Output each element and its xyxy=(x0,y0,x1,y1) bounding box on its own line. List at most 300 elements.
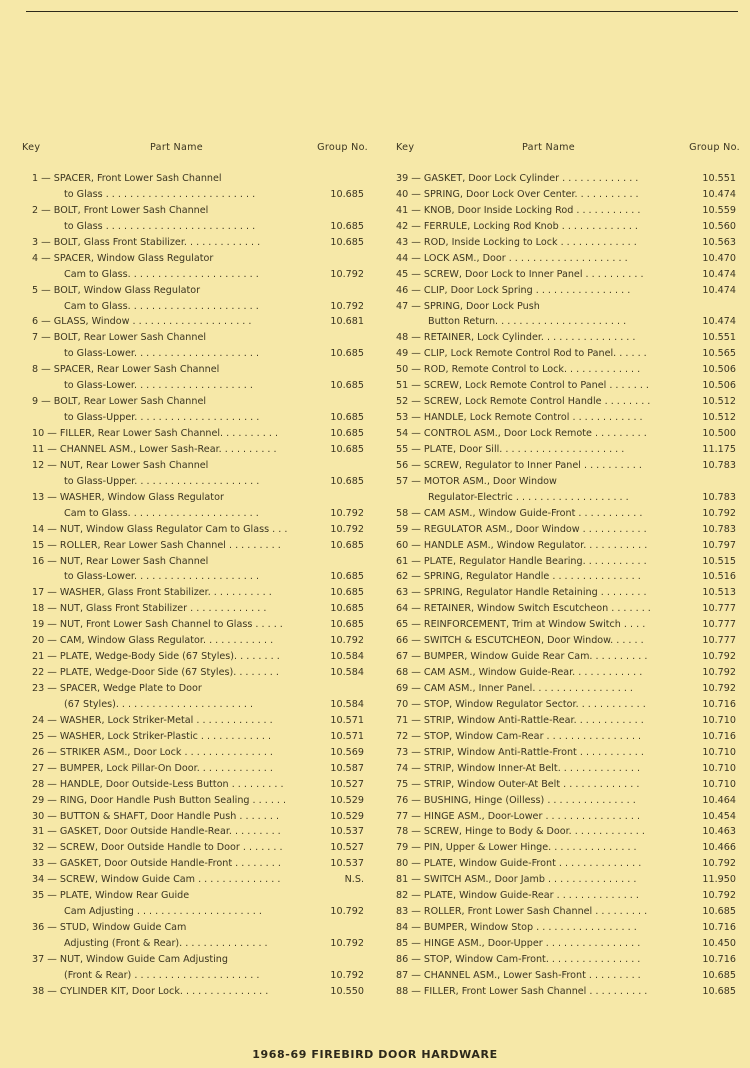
right-column-header xyxy=(396,140,740,156)
part-name: 45 — SCREW, Door Lock to Inner Panel . . . . . . . . . . xyxy=(396,268,644,280)
part-name: 24 — WASHER, Lock Striker-Metal . . . . . . . . . . . . . xyxy=(32,714,273,726)
parts-row xyxy=(22,761,372,777)
parts-row xyxy=(396,251,740,267)
parts-row xyxy=(22,952,372,968)
parts-row xyxy=(22,697,372,713)
parts-row xyxy=(396,745,740,761)
parts-row xyxy=(396,346,740,362)
part-name: 42 — FERRULE, Locking Rod Knob . . . . . . . . . . . . . xyxy=(396,220,638,232)
group-number: 10.685 xyxy=(330,428,364,439)
group-number: 10.792 xyxy=(330,268,364,280)
part-name: 88 — FILLER, Front Lower Sash Channel . . . . . . . . . . xyxy=(396,985,648,997)
parts-row xyxy=(396,952,740,968)
parts-row xyxy=(22,840,372,856)
parts-row xyxy=(22,394,372,410)
part-name: 63 — SPRING, Regulator Handle Retaining . . . . . . . . xyxy=(396,587,647,599)
group-number: 10.685 xyxy=(330,603,364,615)
part-name: 38 — CYLINDER KIT, Door Lock. . . . . . . . . . . . . . . xyxy=(32,985,269,997)
parts-row xyxy=(396,426,740,442)
part-name: 62 — SPRING, Regulator Handle . . . . . . . . . . . . . . . xyxy=(396,571,641,583)
part-name: 58 — CAM ASM., Window Guide-Front . . . . . . . . . . . xyxy=(396,507,643,519)
part-name: 69 — CAM ASM., Inner Panel. . . . . . . . . . . . . . . . . xyxy=(396,683,633,694)
part-name: 61 — PLATE, Regulator Handle Bearing. . . . . . . . . . . xyxy=(396,555,647,567)
group-number: 10.777 xyxy=(702,603,736,615)
parts-row xyxy=(22,299,372,315)
part-name: 77 — HINGE ASM., Door-Lower . . . . . . . . . . . . . . . . xyxy=(396,810,640,822)
parts-row xyxy=(396,601,740,617)
parts-row xyxy=(396,968,740,984)
group-number: 10.792 xyxy=(330,523,364,535)
group-number: 10.792 xyxy=(702,651,736,663)
parts-row xyxy=(22,474,372,490)
group-number: 10.474 xyxy=(702,316,736,328)
parts-row xyxy=(22,665,372,681)
group-number: 11.175 xyxy=(702,443,736,455)
group-number: 10.716 xyxy=(702,730,736,742)
part-name: 57 — MOTOR ASM., Door Window xyxy=(396,475,557,487)
group-number: 10.783 xyxy=(702,523,736,535)
part-name: 9 — BOLT, Rear Lower Sash Channel xyxy=(32,396,207,408)
group-number: 10.792 xyxy=(330,507,364,519)
parts-row xyxy=(396,633,740,649)
parts-row xyxy=(396,729,740,745)
parts-row xyxy=(22,729,372,745)
group-number: 10.792 xyxy=(702,858,736,870)
part-name: 36 — STUD, Window Guide Cam xyxy=(32,922,187,934)
top-rule xyxy=(26,11,738,12)
part-name: 23 — SPACER, Wedge Plate to Door xyxy=(32,683,202,694)
group-number: 10.571 xyxy=(330,730,364,742)
group-number: 10.563 xyxy=(702,236,736,248)
part-name: 80 — PLATE, Window Guide-Front . . . . . . . . . . . . . . xyxy=(396,858,642,870)
parts-row xyxy=(396,984,740,1000)
group-number: 10.716 xyxy=(702,953,736,965)
parts-row xyxy=(396,872,740,888)
part-name: 3 — BOLT, Glass Front Stabilizer. . . . . . . . . . . . . xyxy=(32,236,261,248)
parts-row xyxy=(396,490,740,506)
parts-row xyxy=(22,410,372,426)
group-number: 10.551 xyxy=(702,332,736,344)
group-number: 10.474 xyxy=(702,188,736,200)
part-name: 65 — REINFORCEMENT, Trim at Window Switch . . . . xyxy=(396,619,646,631)
group-number: 10.474 xyxy=(702,284,736,296)
part-name: 47 — SPRING, Door Lock Push xyxy=(396,300,540,312)
parts-row xyxy=(396,761,740,777)
parts-row xyxy=(22,633,372,649)
parts-row xyxy=(396,474,740,490)
left-column-header xyxy=(22,140,372,156)
parts-row xyxy=(396,442,740,458)
part-name: 11 — CHANNEL ASM., Lower Sash-Rear. . . . . . . . . . xyxy=(32,443,277,455)
page-footer-title: 1968-69 FIREBIRD DOOR HARDWARE xyxy=(252,1048,498,1061)
part-name: 74 — STRIP, Window Inner-At Belt. . . . . . . . . . . . . . xyxy=(396,762,641,774)
parts-row xyxy=(22,888,372,904)
parts-row xyxy=(396,362,740,378)
group-number: 10.685 xyxy=(330,619,364,631)
parts-row xyxy=(22,824,372,840)
parts-row xyxy=(396,522,740,538)
parts-row xyxy=(396,936,740,952)
parts-row xyxy=(22,187,372,203)
group-number: 10.792 xyxy=(330,300,364,312)
parts-row xyxy=(22,856,372,872)
part-name: 81 — SWITCH ASM., Door Jamb . . . . . . . . . . . . . . . xyxy=(396,874,637,886)
part-name: 25 — WASHER, Lock Striker-Plastic . . . . . . . . . . . . xyxy=(32,730,272,742)
part-name: 48 — RETAINER, Lock Cylinder. . . . . . . . . . . . . . . . xyxy=(396,332,636,344)
parts-row xyxy=(396,410,740,426)
parts-row xyxy=(396,856,740,872)
group-number: 10.527 xyxy=(330,842,364,854)
group-number: 10.783 xyxy=(702,459,736,471)
group-number: 10.529 xyxy=(330,810,364,822)
part-name: 21 — PLATE, Wedge-Body Side (67 Styles). . . . . . . . xyxy=(32,651,280,663)
group-number: 10.500 xyxy=(702,428,736,439)
group-number: 10.559 xyxy=(702,204,736,216)
part-name: 26 — STRIKER ASM., Door Lock . . . . . . . . . . . . . . . xyxy=(32,746,273,758)
parts-row xyxy=(396,378,740,394)
part-name: 50 — ROD, Remote Control to Lock. . . . . . . . . . . . . xyxy=(396,364,641,376)
part-name: to Glass-Upper. . . . . . . . . . . . . . . . . . . . . xyxy=(64,475,260,487)
parts-row xyxy=(22,314,372,330)
part-name: 10 — FILLER, Rear Lower Sash Channel. . . . . . . . . . xyxy=(32,428,278,439)
part-name: 28 — HANDLE, Door Outside-Less Button . . . . . . . . . xyxy=(32,778,284,790)
group-number: 10.792 xyxy=(330,906,364,918)
parts-row xyxy=(396,283,740,299)
part-name: 67 — BUMPER, Window Guide Rear Cam. . . . . . . . . . xyxy=(396,651,648,663)
group-number: 10.584 xyxy=(330,667,364,679)
part-name: 71 — STRIP, Window Anti-Rattle-Rear. . . . . . . . . . . . xyxy=(396,714,644,726)
parts-row xyxy=(396,314,740,330)
group-number: N.S. xyxy=(344,874,364,886)
parts-row xyxy=(22,378,372,394)
group-number: 10.529 xyxy=(330,794,364,806)
parts-row xyxy=(22,522,372,538)
parts-row xyxy=(22,872,372,888)
group-number: 10.515 xyxy=(702,555,736,567)
group-no-header: Group No. xyxy=(689,142,740,153)
parts-row xyxy=(396,569,740,585)
group-number: 10.792 xyxy=(330,969,364,981)
parts-row xyxy=(22,506,372,522)
parts-row xyxy=(22,203,372,219)
part-name: 84 — BUMPER, Window Stop . . . . . . . . . . . . . . . . . xyxy=(396,922,637,934)
group-number: 10.685 xyxy=(330,412,364,424)
group-number: 10.685 xyxy=(702,985,736,997)
group-number: 10.463 xyxy=(702,826,736,838)
parts-row xyxy=(22,538,372,554)
parts-row xyxy=(22,458,372,474)
parts-row xyxy=(22,617,372,633)
group-number: 10.454 xyxy=(702,810,736,822)
group-number: 10.464 xyxy=(702,794,736,806)
parts-row xyxy=(396,203,740,219)
parts-row xyxy=(22,330,372,346)
parts-row xyxy=(22,777,372,793)
parts-row xyxy=(396,713,740,729)
parts-row xyxy=(396,920,740,936)
part-name: Cam to Glass. . . . . . . . . . . . . . . . . . . . . . xyxy=(64,268,259,280)
group-number: 10.685 xyxy=(330,220,364,232)
part-name: 76 — BUSHING, Hinge (Oilless) . . . . . . . . . . . . . . . xyxy=(396,794,636,806)
group-number: 10.685 xyxy=(702,969,736,981)
parts-row xyxy=(22,235,372,251)
part-name: 32 — SCREW, Door Outside Handle to Door . . . . . . . xyxy=(32,842,283,854)
part-name: 68 — CAM ASM., Window Guide-Rear. . . . . . . . . . . . xyxy=(396,667,643,679)
group-number: 10.792 xyxy=(702,890,736,902)
group-number: 10.565 xyxy=(702,348,736,360)
parts-row xyxy=(22,920,372,936)
part-name: 30 — BUTTON & SHAFT, Door Handle Push . . . . . . . xyxy=(32,810,280,822)
part-name: 22 — PLATE, Wedge-Door Side (67 Styles). . . . . . . . xyxy=(32,667,279,679)
part-name: 52 — SCREW, Lock Remote Control Handle . . . . . . . . xyxy=(396,396,651,408)
group-number: 10.512 xyxy=(702,396,736,408)
parts-row xyxy=(22,362,372,378)
parts-row xyxy=(396,824,740,840)
part-name: Regulator-Electric . . . . . . . . . . . . . . . . . . . xyxy=(428,491,629,503)
group-number: 10.792 xyxy=(702,683,736,694)
parts-row xyxy=(396,458,740,474)
parts-row xyxy=(22,569,372,585)
group-number: 10.783 xyxy=(702,491,736,503)
group-number: 11.950 xyxy=(702,874,736,886)
group-number: 10.716 xyxy=(702,698,736,710)
part-name: 49 — CLIP, Lock Remote Control Rod to Panel. . . . . . xyxy=(396,348,647,360)
group-number: 10.792 xyxy=(702,507,736,519)
part-name: to Glass-Lower. . . . . . . . . . . . . . . . . . . . . xyxy=(64,571,260,583)
parts-row xyxy=(22,681,372,697)
parts-row xyxy=(22,585,372,601)
part-name: 59 — REGULATOR ASM., Door Window . . . . . . . . . . . xyxy=(396,523,647,535)
parts-row xyxy=(22,809,372,825)
group-number: 10.537 xyxy=(330,858,364,870)
part-name: 29 — RING, Door Handle Push Button Sealing . . . . . . xyxy=(32,794,287,806)
group-number: 10.569 xyxy=(330,746,364,758)
parts-row xyxy=(396,538,740,554)
parts-row xyxy=(396,187,740,203)
group-number: 10.527 xyxy=(330,778,364,790)
part-name: 2 — BOLT, Front Lower Sash Channel xyxy=(32,204,209,216)
part-name: 66 — SWITCH & ESCUTCHEON, Door Window. . . . . . xyxy=(396,635,644,647)
part-name: to Glass-Lower. . . . . . . . . . . . . . . . . . . . xyxy=(64,380,253,392)
parts-row xyxy=(396,585,740,601)
part-name: 4 — SPACER, Window Glass Regulator xyxy=(32,252,214,264)
part-name: 31 — GASKET, Door Outside Handle-Rear. . . . . . . . . xyxy=(32,826,281,838)
part-name: 43 — ROD, Inside Locking to Lock . . . . . . . . . . . . . xyxy=(396,236,637,248)
group-number: 10.710 xyxy=(702,746,736,758)
group-number: 10.506 xyxy=(702,380,736,392)
group-number: 10.716 xyxy=(702,922,736,934)
group-number: 10.537 xyxy=(330,826,364,838)
part-name: Cam to Glass. . . . . . . . . . . . . . . . . . . . . . xyxy=(64,300,259,312)
part-name: 54 — CONTROL ASM., Door Lock Remote . . . . . . . . . xyxy=(396,428,647,439)
group-number: 10.506 xyxy=(702,364,736,376)
parts-row xyxy=(396,219,740,235)
parts-row xyxy=(22,713,372,729)
part-name: to Glass . . . . . . . . . . . . . . . . . . . . . . . . . xyxy=(64,188,256,200)
part-name: Cam to Glass. . . . . . . . . . . . . . . . . . . . . . xyxy=(64,507,259,519)
parts-row xyxy=(22,426,372,442)
part-name: 20 — CAM, Window Glass Regulator. . . . . . . . . . . . xyxy=(32,635,274,647)
group-number: 10.710 xyxy=(702,762,736,774)
parts-row xyxy=(22,793,372,809)
parts-row xyxy=(22,968,372,984)
part-name: 40 — SPRING, Door Lock Over Center. . . . . . . . . . . xyxy=(396,188,639,200)
part-name: 82 — PLATE, Window Guide-Rear . . . . . . . . . . . . . . xyxy=(396,890,639,902)
group-number: 10.685 xyxy=(330,443,364,455)
part-name: 33 — GASKET, Door Outside Handle-Front . . . . . . . . xyxy=(32,858,281,870)
part-name: 78 — SCREW, Hinge to Body & Door. . . . . . . . . . . . . xyxy=(396,826,645,838)
part-name: 14 — NUT, Window Glass Regulator Cam to Glass . . . xyxy=(32,523,288,535)
group-number: 10.777 xyxy=(702,619,736,631)
left-parts-list xyxy=(22,171,372,1000)
group-number: 10.685 xyxy=(330,475,364,487)
right-column xyxy=(396,140,740,1000)
part-name: 12 — NUT, Rear Lower Sash Channel xyxy=(32,459,209,471)
parts-row xyxy=(22,219,372,235)
parts-row xyxy=(396,235,740,251)
parts-row xyxy=(396,554,740,570)
part-name: 17 — WASHER, Glass Front Stabilizer. . . . . . . . . . . xyxy=(32,587,272,599)
part-name: 70 — STOP, Window Regulator Sector. . . . . . . . . . . . xyxy=(396,698,646,710)
parts-row xyxy=(22,283,372,299)
parts-row xyxy=(396,840,740,856)
group-number: 10.685 xyxy=(330,587,364,599)
parts-row xyxy=(22,649,372,665)
group-number: 10.551 xyxy=(702,173,736,184)
parts-row xyxy=(22,745,372,761)
part-name: 56 — SCREW, Regulator to Inner Panel . . . . . . . . . . xyxy=(396,459,642,471)
part-name: 51 — SCREW, Lock Remote Control to Panel . . . . . . . xyxy=(396,380,649,392)
left-column xyxy=(22,140,372,1000)
parts-row xyxy=(396,171,740,187)
part-name-header: Part Name xyxy=(522,142,575,153)
group-number: 10.584 xyxy=(330,651,364,663)
group-number: 10.560 xyxy=(702,220,736,232)
group-number: 10.685 xyxy=(330,539,364,551)
parts-row xyxy=(396,649,740,665)
parts-row xyxy=(396,888,740,904)
group-number: 10.792 xyxy=(702,667,736,679)
group-number: 10.513 xyxy=(702,587,736,599)
part-name: (67 Styles). . . . . . . . . . . . . . . . . . . . . . . xyxy=(64,698,254,710)
parts-row xyxy=(396,777,740,793)
part-name: to Glass-Upper. . . . . . . . . . . . . . . . . . . . . xyxy=(64,412,260,424)
group-number: 10.474 xyxy=(702,268,736,280)
part-name: 6 — GLASS, Window . . . . . . . . . . . . . . . . . . . . xyxy=(32,316,252,328)
parts-row xyxy=(396,809,740,825)
parts-row xyxy=(396,506,740,522)
part-name: 73 — STRIP, Window Anti-Rattle-Front . . . . . . . . . . . xyxy=(396,746,644,758)
part-name: 53 — HANDLE, Lock Remote Control . . . . . . . . . . . . xyxy=(396,412,643,424)
group-number: 10.685 xyxy=(330,188,364,200)
group-number: 10.792 xyxy=(330,635,364,647)
group-number: 10.685 xyxy=(330,571,364,583)
group-number: 10.792 xyxy=(330,938,364,949)
parts-row xyxy=(396,617,740,633)
parts-row xyxy=(22,346,372,362)
parts-row xyxy=(22,601,372,617)
part-name: 75 — STRIP, Window Outer-At Belt . . . . . . . . . . . . . xyxy=(396,778,640,790)
parts-row xyxy=(22,984,372,1000)
group-number: 10.685 xyxy=(330,348,364,360)
parts-row xyxy=(22,904,372,920)
part-name: 16 — NUT, Rear Lower Sash Channel xyxy=(32,555,209,567)
part-name: 86 — STOP, Window Cam-Front. . . . . . . . . . . . . . . . xyxy=(396,953,641,965)
group-number: 10.797 xyxy=(702,539,736,551)
part-name: 15 — ROLLER, Rear Lower Sash Channel . . . . . . . . . xyxy=(32,539,281,551)
part-name: 85 — HINGE ASM., Door-Upper . . . . . . . . . . . . . . . . xyxy=(396,938,641,949)
parts-row xyxy=(396,267,740,283)
parts-row xyxy=(396,665,740,681)
group-number: 10.571 xyxy=(330,714,364,726)
group-number: 10.470 xyxy=(702,252,736,264)
part-name: 19 — NUT, Front Lower Sash Channel to Glass . . . . . xyxy=(32,619,283,631)
group-number: 10.710 xyxy=(702,778,736,790)
part-name: 60 — HANDLE ASM., Window Regulator. . . . . . . . . . . xyxy=(396,539,648,551)
group-number: 10.587 xyxy=(330,762,364,774)
part-name: 7 — BOLT, Rear Lower Sash Channel xyxy=(32,332,207,344)
part-name: 37 — NUT, Window Guide Cam Adjusting xyxy=(32,953,228,965)
part-name: 8 — SPACER, Rear Lower Sash Channel xyxy=(32,364,220,376)
part-name: 39 — GASKET, Door Lock Cylinder . . . . . . . . . . . . . xyxy=(396,173,639,184)
parts-row xyxy=(396,697,740,713)
group-number: 10.685 xyxy=(702,906,736,918)
part-name: 79 — PIN, Upper & Lower Hinge. . . . . . . . . . . . . . . xyxy=(396,842,637,854)
group-number: 10.681 xyxy=(330,316,364,328)
parts-row xyxy=(396,681,740,697)
part-name: 44 — LOCK ASM., Door . . . . . . . . . . . . . . . . . . . . xyxy=(396,252,628,264)
parts-row xyxy=(22,171,372,187)
group-number: 10.777 xyxy=(702,635,736,647)
parts-row xyxy=(22,442,372,458)
parts-row xyxy=(22,936,372,952)
key-header: Key xyxy=(22,142,41,153)
part-name: 83 — ROLLER, Front Lower Sash Channel . . . . . . . . . xyxy=(396,906,648,918)
part-name: 41 — KNOB, Door Inside Locking Rod . . . . . . . . . . . xyxy=(396,204,641,216)
group-number: 10.685 xyxy=(330,236,364,248)
part-name: 5 — BOLT, Window Glass Regulator xyxy=(32,284,201,296)
part-name: 64 — RETAINER, Window Switch Escutcheon . . . . . . . xyxy=(396,603,651,615)
part-name: 87 — CHANNEL ASM., Lower Sash-Front . . . . . . . . . xyxy=(396,969,641,981)
part-name: to Glass-Lower. . . . . . . . . . . . . . . . . . . . . xyxy=(64,348,260,360)
parts-row xyxy=(396,793,740,809)
group-number: 10.710 xyxy=(702,714,736,726)
part-name: to Glass . . . . . . . . . . . . . . . . . . . . . . . . . xyxy=(64,220,256,232)
group-number: 10.685 xyxy=(330,380,364,392)
part-name: 1 — SPACER, Front Lower Sash Channel xyxy=(32,173,222,184)
part-name: 55 — PLATE, Door Sill. . . . . . . . . . . . . . . . . . . . . xyxy=(396,443,625,455)
part-name: Adjusting (Front & Rear). . . . . . . . . . . . . . . xyxy=(64,938,268,949)
part-name: 35 — PLATE, Window Rear Guide xyxy=(32,890,190,902)
part-name: 34 — SCREW, Window Guide Cam . . . . . . . . . . . . . . xyxy=(32,874,281,886)
right-parts-list xyxy=(396,171,740,1000)
group-number: 10.516 xyxy=(702,571,736,583)
part-name: Button Return. . . . . . . . . . . . . . . . . . . . . . xyxy=(428,316,627,328)
group-number: 10.584 xyxy=(330,698,364,710)
group-no-header: Group No. xyxy=(317,142,368,153)
group-number: 10.466 xyxy=(702,842,736,854)
part-name: Cam Adjusting . . . . . . . . . . . . . . . . . . . . . xyxy=(64,906,262,918)
part-name: 13 — WASHER, Window Glass Regulator xyxy=(32,491,224,503)
parts-row xyxy=(396,904,740,920)
parts-row xyxy=(22,554,372,570)
part-name-header: Part Name xyxy=(150,142,203,153)
parts-row xyxy=(396,330,740,346)
group-number: 10.512 xyxy=(702,412,736,424)
part-name: (Front & Rear) . . . . . . . . . . . . . . . . . . . . . xyxy=(64,969,260,981)
parts-row xyxy=(22,490,372,506)
parts-row xyxy=(22,251,372,267)
